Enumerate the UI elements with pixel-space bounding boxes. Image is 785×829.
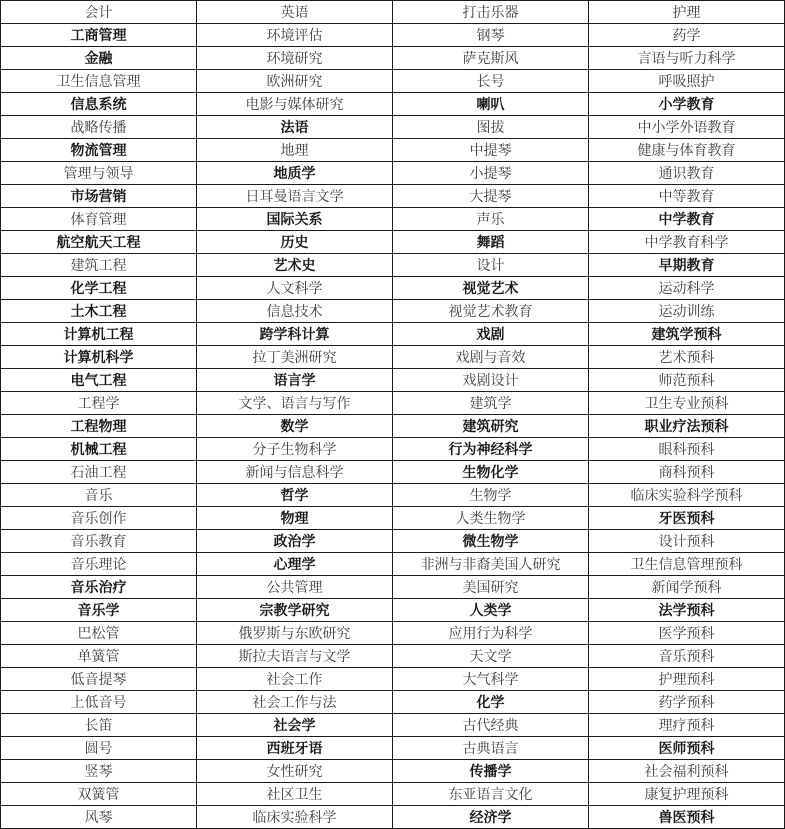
table-cell: 康复护理预科: [589, 783, 785, 806]
table-cell: 斯拉夫语言与文学: [197, 645, 393, 668]
table-cell: 长号: [393, 70, 589, 93]
table-cell: 建筑学预科: [589, 323, 785, 346]
table-cell: 视觉艺术: [393, 277, 589, 300]
table-cell: 卫生信息管理预科: [589, 553, 785, 576]
table-cell: 喇叭: [393, 93, 589, 116]
table-cell: 心理学: [197, 553, 393, 576]
table-cell: 运动科学: [589, 277, 785, 300]
table-cell: 美国研究: [393, 576, 589, 599]
table-cell: 数学: [197, 415, 393, 438]
table-cell: 管理与领导: [1, 162, 197, 185]
table-cell: 设计: [393, 254, 589, 277]
table-cell: 西班牙语: [197, 737, 393, 760]
table-cell: 人文科学: [197, 277, 393, 300]
table-cell: 护理: [589, 1, 785, 24]
table-cell: 新闻学预科: [589, 576, 785, 599]
table-cell: 信息系统: [1, 93, 197, 116]
table-cell: 中等教育: [589, 185, 785, 208]
table-cell: 健康与体育教育: [589, 139, 785, 162]
table-cell: 社会福利预科: [589, 760, 785, 783]
table-cell: 音乐教育: [1, 530, 197, 553]
table-cell: 法语: [197, 116, 393, 139]
table-cell: 医学预科: [589, 622, 785, 645]
table-cell: 社会工作: [197, 668, 393, 691]
table-cell: 社区卫生: [197, 783, 393, 806]
table-cell: 戏剧: [393, 323, 589, 346]
table-cell: 职业疗法预科: [589, 415, 785, 438]
table-cell: 地理: [197, 139, 393, 162]
table-cell: 化学工程: [1, 277, 197, 300]
table-cell: 理疗预科: [589, 714, 785, 737]
table-cell: 音乐创作: [1, 507, 197, 530]
table-cell: 艺术预科: [589, 346, 785, 369]
table-cell: 生物学: [393, 484, 589, 507]
table-cell: 非洲与非裔美国人研究: [393, 553, 589, 576]
table-cell: 信息技术: [197, 300, 393, 323]
table-cell: 眼科预科: [589, 438, 785, 461]
table-cell: 战略传播: [1, 116, 197, 139]
table-cell: 小提琴: [393, 162, 589, 185]
table-cell: 艺术史: [197, 254, 393, 277]
table-cell: 长笛: [1, 714, 197, 737]
table-cell: 物理: [197, 507, 393, 530]
table-cell: 中小学外语教育: [589, 116, 785, 139]
table-cell: 建筑研究: [393, 415, 589, 438]
table-cell: 语言学: [197, 369, 393, 392]
table-cell: 环境评估: [197, 24, 393, 47]
table-cell: 圆号: [1, 737, 197, 760]
table-cell: 临床实验科学: [197, 806, 393, 829]
table-cell: 古典语言: [393, 737, 589, 760]
table-cell: 政治学: [197, 530, 393, 553]
table-cell: 物流管理: [1, 139, 197, 162]
table-cell: 小学教育: [589, 93, 785, 116]
table-cell: 卫生信息管理: [1, 70, 197, 93]
table-cell: 双簧管: [1, 783, 197, 806]
table-cell: 社会学: [197, 714, 393, 737]
table-cell: 拉丁美洲研究: [197, 346, 393, 369]
table-cell: 跨学科计算: [197, 323, 393, 346]
table-cell: 航空航天工程: [1, 231, 197, 254]
table-cell: 体育管理: [1, 208, 197, 231]
table-cell: 日耳曼语言文学: [197, 185, 393, 208]
table-cell: 临床实验科学预科: [589, 484, 785, 507]
table-cell: 分子生物科学: [197, 438, 393, 461]
table-cell: 机械工程: [1, 438, 197, 461]
table-cell: 戏剧设计: [393, 369, 589, 392]
table-cell: 风琴: [1, 806, 197, 829]
table-cell: 兽医预科: [589, 806, 785, 829]
table-cell: 电气工程: [1, 369, 197, 392]
table-cell: 人类学: [393, 599, 589, 622]
table-cell: 会计: [1, 1, 197, 24]
table-cell: 大气科学: [393, 668, 589, 691]
table-cell: 呼吸照护: [589, 70, 785, 93]
table-cell: 商科预科: [589, 461, 785, 484]
table-cell: 新闻与信息科学: [197, 461, 393, 484]
table-cell: 人类生物学: [393, 507, 589, 530]
table-cell: 微生物学: [393, 530, 589, 553]
table-cell: 设计预科: [589, 530, 785, 553]
table-cell: 音乐: [1, 484, 197, 507]
table-cell: 文学、语言与写作: [197, 392, 393, 415]
table-cell: 计算机工程: [1, 323, 197, 346]
table-cell: 药学: [589, 24, 785, 47]
table-cell: 钢琴: [393, 24, 589, 47]
table-cell: 社会工作与法: [197, 691, 393, 714]
table-cell: 传播学: [393, 760, 589, 783]
table-cell: 市场营销: [1, 185, 197, 208]
table-cell: 打击乐器: [393, 1, 589, 24]
table-cell: 工程物理: [1, 415, 197, 438]
table-cell: 牙医预科: [589, 507, 785, 530]
table-cell: 化学: [393, 691, 589, 714]
table-cell: 言语与听力科学: [589, 47, 785, 70]
table-cell: 英语: [197, 1, 393, 24]
table-cell: 舞蹈: [393, 231, 589, 254]
table-cell: 上低音号: [1, 691, 197, 714]
table-cell: 行为神经科学: [393, 438, 589, 461]
table-cell: 竖琴: [1, 760, 197, 783]
table-cell: 中学教育科学: [589, 231, 785, 254]
table-cell: 国际关系: [197, 208, 393, 231]
table-cell: 视觉艺术教育: [393, 300, 589, 323]
table-cell: 音乐治疗: [1, 576, 197, 599]
table-cell: 电影与媒体研究: [197, 93, 393, 116]
table-cell: 地质学: [197, 162, 393, 185]
table-cell: 历史: [197, 231, 393, 254]
table-cell: 工商管理: [1, 24, 197, 47]
table-cell: 运动训练: [589, 300, 785, 323]
table-cell: 早期教育: [589, 254, 785, 277]
table-cell: 应用行为科学: [393, 622, 589, 645]
table-cell: 戏剧与音效: [393, 346, 589, 369]
table-cell: 天文学: [393, 645, 589, 668]
table-cell: 计算机科学: [1, 346, 197, 369]
table-cell: 公共管理: [197, 576, 393, 599]
table-cell: 经济学: [393, 806, 589, 829]
table-cell: 音乐预科: [589, 645, 785, 668]
table-cell: 哲学: [197, 484, 393, 507]
table-cell: 声乐: [393, 208, 589, 231]
table-cell: 通识教育: [589, 162, 785, 185]
table-cell: 俄罗斯与东欧研究: [197, 622, 393, 645]
table-cell: 大提琴: [393, 185, 589, 208]
table-cell: 东亚语言文化: [393, 783, 589, 806]
table-cell: 建筑学: [393, 392, 589, 415]
table-cell: 萨克斯风: [393, 47, 589, 70]
table-cell: 欧洲研究: [197, 70, 393, 93]
table-cell: 生物化学: [393, 461, 589, 484]
table-cell: 低音提琴: [1, 668, 197, 691]
table-cell: 图拔: [393, 116, 589, 139]
table-cell: 单簧管: [1, 645, 197, 668]
table-cell: 卫生专业预科: [589, 392, 785, 415]
table-cell: 环境研究: [197, 47, 393, 70]
table-cell: 药学预科: [589, 691, 785, 714]
table-cell: 土木工程: [1, 300, 197, 323]
table-cell: 中学教育: [589, 208, 785, 231]
table-cell: 金融: [1, 47, 197, 70]
table-cell: 巴松管: [1, 622, 197, 645]
table-cell: 宗教学研究: [197, 599, 393, 622]
table-cell: 工程学: [1, 392, 197, 415]
table-cell: 石油工程: [1, 461, 197, 484]
table-cell: 护理预科: [589, 668, 785, 691]
table-cell: 医师预科: [589, 737, 785, 760]
table-cell: 音乐理论: [1, 553, 197, 576]
table-cell: 师范预科: [589, 369, 785, 392]
table-cell: 女性研究: [197, 760, 393, 783]
table-cell: 法学预科: [589, 599, 785, 622]
table-cell: 古代经典: [393, 714, 589, 737]
table-cell: 建筑工程: [1, 254, 197, 277]
table-cell: 中提琴: [393, 139, 589, 162]
table-cell: 音乐学: [1, 599, 197, 622]
